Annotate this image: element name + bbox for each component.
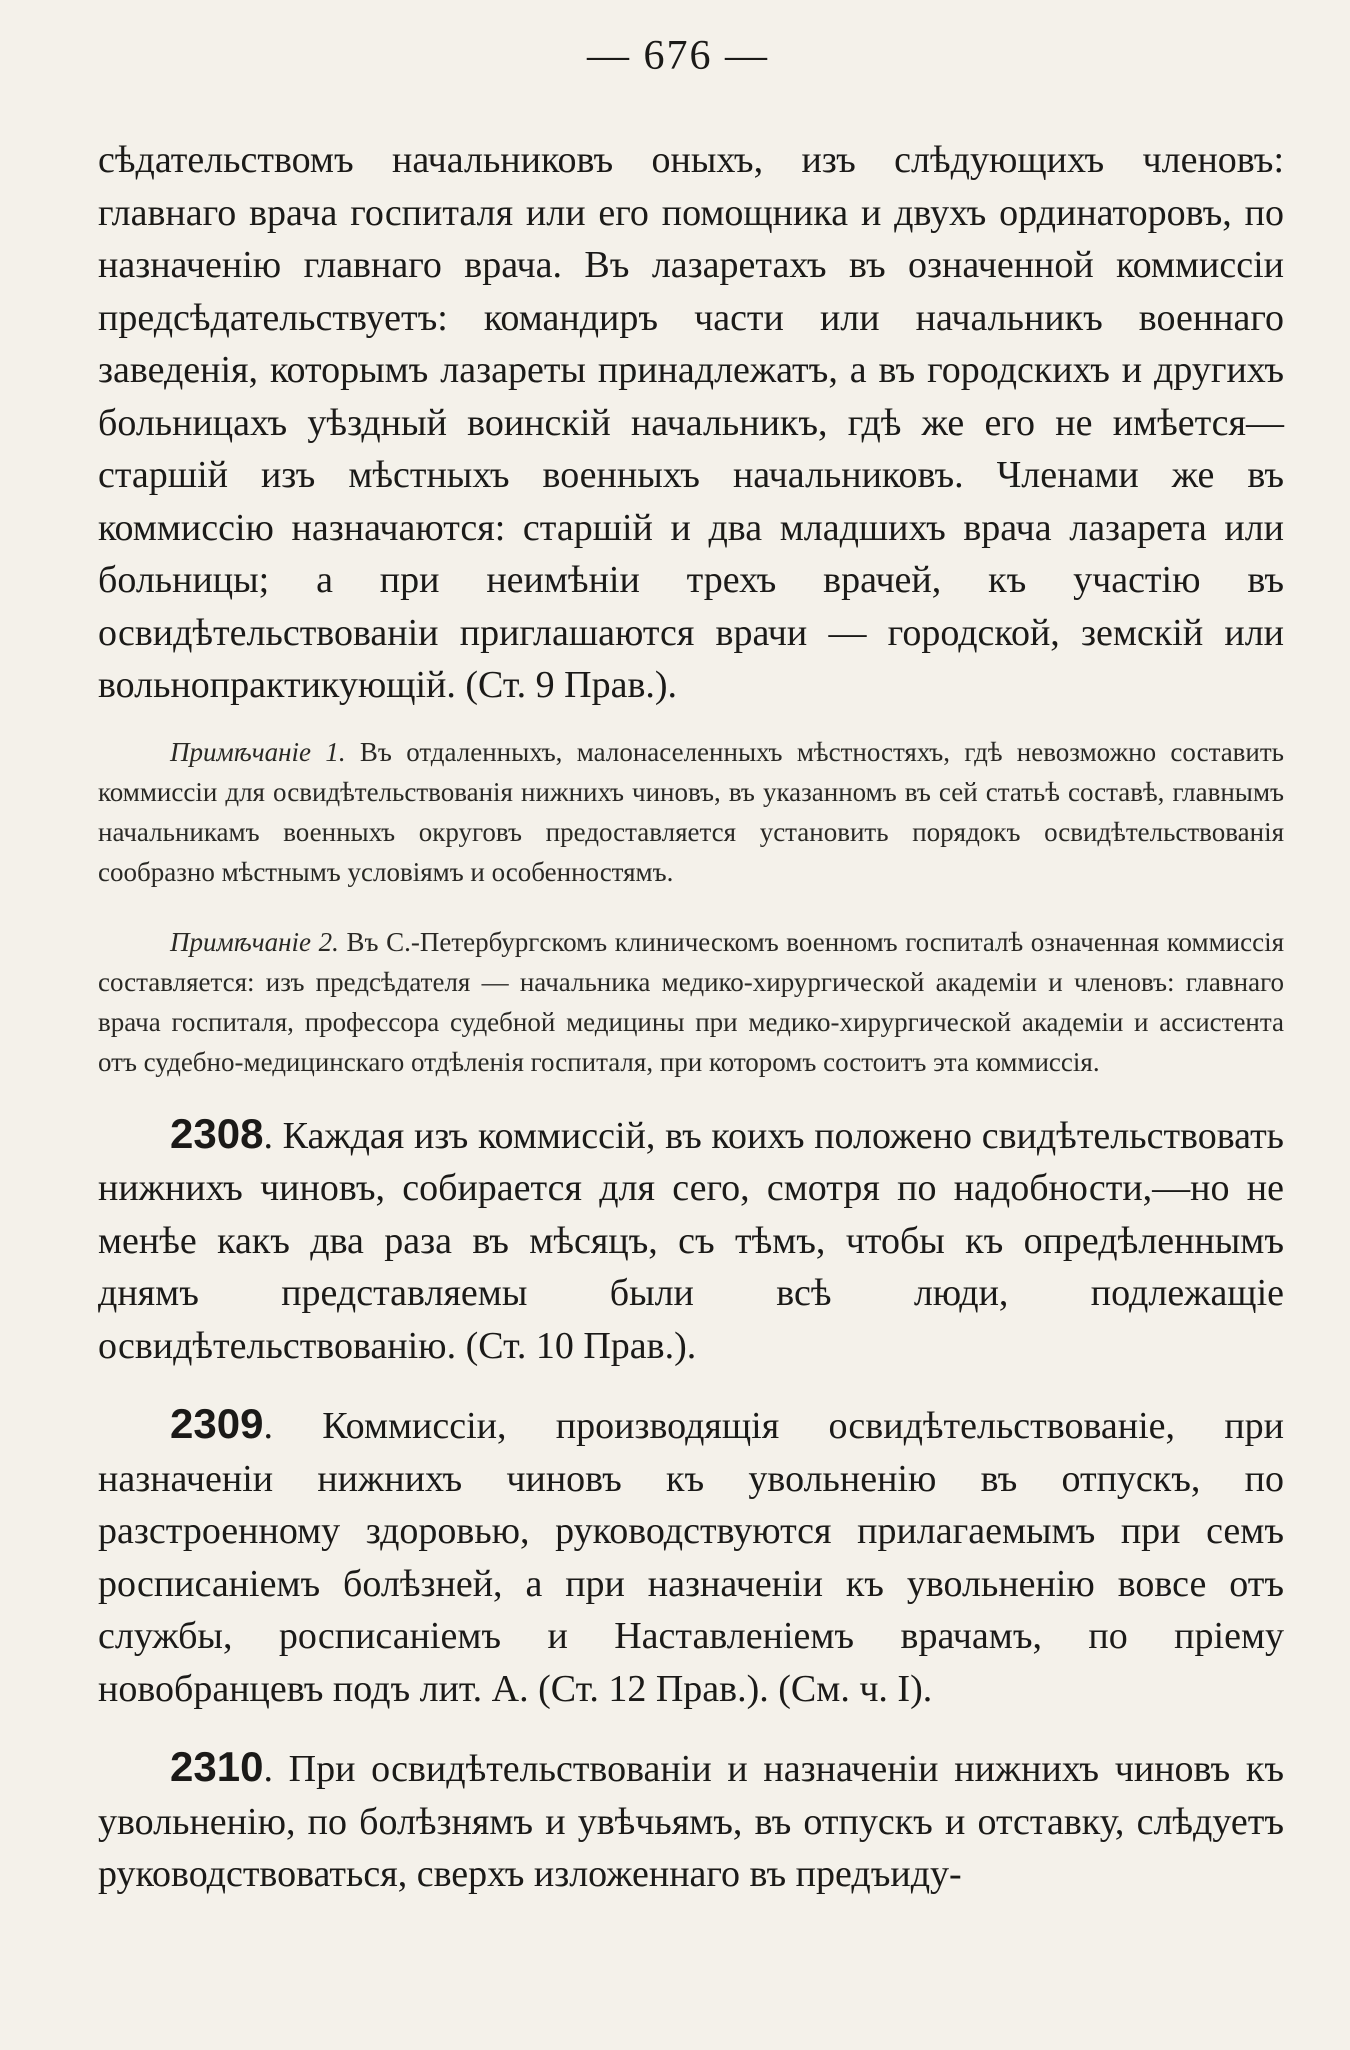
article-number: 2308 [170,1109,264,1157]
note-2 [98,922,1284,1082]
note-2-label: Примѣчаніе 2. [170,926,339,957]
article-text: . Каждая изъ коммиссій, въ коихъ положено свидѣтельствовать нижнихъ чиновъ, собирается для сего, смотря по надобности,—но не менѣе какъ два раза въ мѣсяцъ, съ тѣмъ, чтобы къ опредѣленнымъ днямъ представляемы были всѣ люди, подлежащіе освидѣтельствованію. (Ст. 10 Прав.). [98,1114,1284,1367]
article-2310 [98,1741,1284,1901]
article-text: . Коммиссіи, производящія освидѣтельствованіе, при назначеніи нижнихъ чиновъ къ увольненію въ отпускъ, по разстроенному здоровью, руководствуются прилагаемымъ при семъ росписаніемъ болѣзней, а при назначеніи къ увольненію вовсе отъ службы, росписаніемъ и Наставленіемъ врачамъ, по пріему новобранцевъ подъ лит. А. (Ст. 12 Прав.). (См. ч. I). [98,1405,1284,1710]
note-1-text: Въ отдаленныхъ, малонаселенныхъ мѣстностяхъ, гдѣ невозможно составить коммиссіи для освидѣтельствованія нижнихъ чиновъ, въ указанномъ въ сей статьѣ составѣ, главнымъ начальникамъ военныхъ округовъ предоставляется установить порядокъ освидѣтельствованія сообразно мѣстнымъ условіямъ и особенностямъ. [98,736,1284,887]
article-2308 [98,1108,1284,1373]
article-2309 [98,1398,1284,1715]
note-1-label: Примѣчаніе 1. [170,736,346,767]
page-number: — 676 — [587,33,769,79]
note-1 [98,732,1284,892]
article-text: . При освидѣтельствованіи и назначеніи нижнихъ чиновъ къ увольненію, по болѣзнямъ и увѣчьямъ, въ отпускъ и отставку, слѣдуетъ руководствоваться, сверхъ изложеннаго въ предъиду- [98,1748,1284,1895]
article-number: 2309 [170,1400,264,1447]
note-2-text: Въ С.-Петербургскомъ клиническомъ военномъ госпиталѣ означенная коммиссія составляется: изъ предсѣдателя — начальника медико-хирургической академіи и членовъ: главнаго врача госпиталя, профессора судебной медицины при медико-хирургической академіи и ассистента отъ судебно-медицинскаго отдѣленія госпиталя, при которомъ состоитъ эта коммиссія. [98,926,1285,1077]
article-number: 2310 [170,1743,264,1790]
page-body [98,134,1284,1901]
paragraph-continued: сѣдательствомъ начальниковъ оныхъ, изъ слѣдующихъ членовъ: главнаго врача госпиталя или его помощника и двухъ ординаторовъ, по назначенію главнаго врача. Въ лазаретахъ въ означенной коммиссіи предсѣдательствуетъ: командиръ части или начальникъ военнаго заведенія, которымъ лазареты принадлежатъ, а въ городскихъ и другихъ больницахъ уѣздный воинскій начальникъ, гдѣ же его не имѣется—старшій изъ мѣстныхъ военныхъ начальниковъ. Членами же въ коммиссію назначаются: старшій и два младшихъ врача лазарета или больницы; а при неимѣніи трехъ врачей, къ участію въ освидѣтельствованіи приглашаются врачи — городской, земскій или вольнопрактикующій. (Ст. 9 Прав.). [98,139,1284,706]
document-page [98,0,1284,2050]
